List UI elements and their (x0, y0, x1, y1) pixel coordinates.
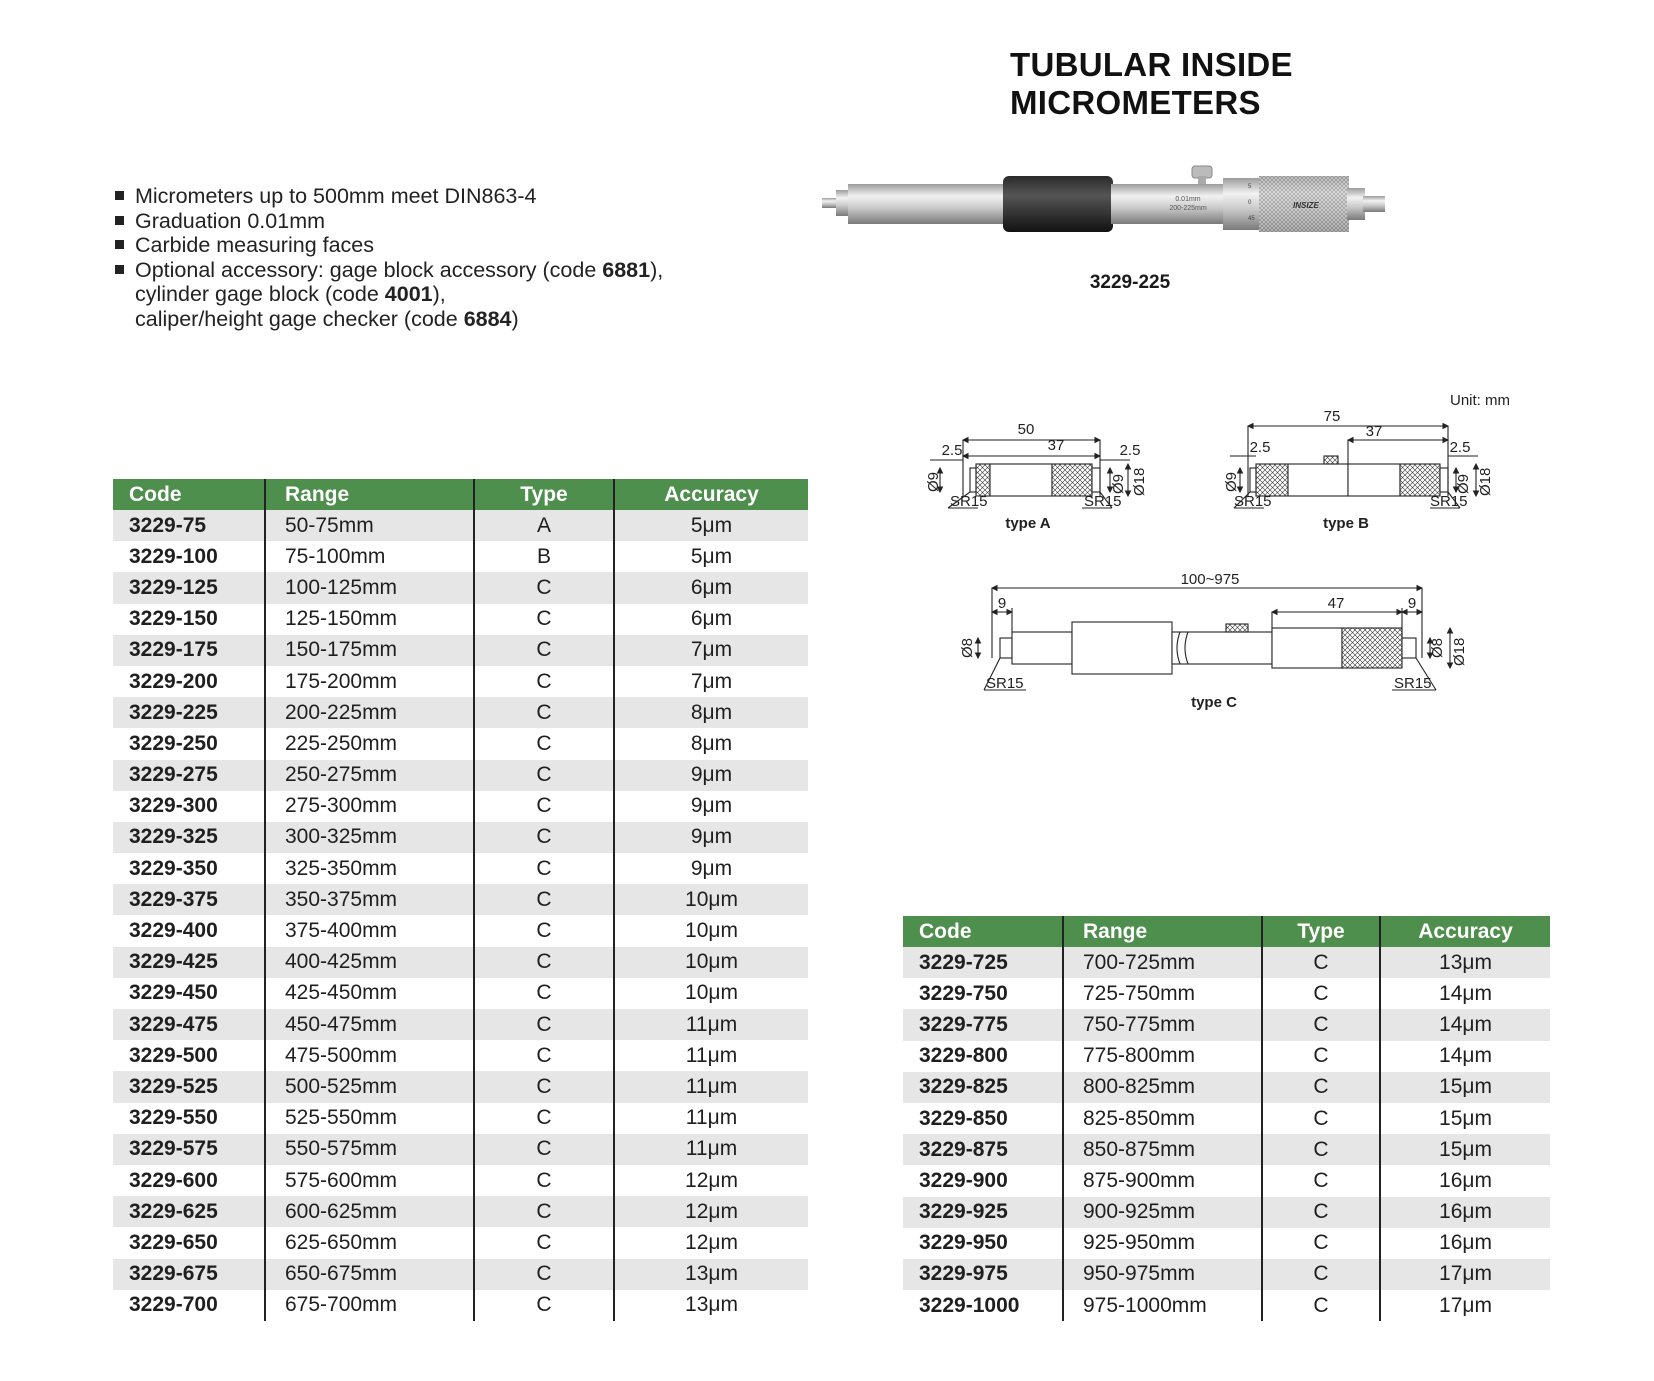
cell-range: 100-125mm (265, 572, 474, 603)
cell-type: B (474, 541, 614, 572)
cell-type: C (474, 1040, 614, 1071)
cell-code: 3229-600 (113, 1165, 265, 1196)
cell-type: A (474, 510, 614, 541)
cell-range: 50-75mm (265, 510, 474, 541)
cell-accuracy: 13μm (614, 1259, 808, 1290)
cell-type: C (474, 915, 614, 946)
table-row (113, 666, 808, 697)
cell-range: 750-775mm (1063, 1009, 1262, 1040)
cell-accuracy: 15μm (1439, 1106, 1492, 1130)
cell-accuracy: 13μm (685, 1293, 738, 1317)
cell-accuracy: 16μm (1439, 1168, 1492, 1192)
cell-range: 175-200mm (265, 666, 474, 697)
cell-code: 3229-750 (903, 978, 1063, 1009)
table-row (903, 1197, 1550, 1228)
table-row (113, 822, 808, 853)
svg-text:2.5: 2.5 (1449, 439, 1471, 456)
cell-range: 75-100mm (265, 541, 474, 572)
square-bullet-icon (115, 265, 124, 274)
cell-code: 3229-425 (113, 947, 265, 978)
cell-range: 875-900mm (1063, 1165, 1262, 1196)
cell-accuracy: 11μm (614, 1134, 808, 1165)
table-row (903, 1072, 1550, 1103)
table-row (113, 1290, 808, 1321)
cell-range: 250-275mm (265, 760, 474, 791)
column-header-accuracy: Accuracy (614, 479, 808, 510)
cell-type: C (1262, 1228, 1380, 1259)
svg-text:Ø8: Ø8 (959, 637, 976, 658)
cell-type: C (474, 822, 614, 853)
svg-text:Ø9: Ø9 (925, 471, 942, 492)
cell-accuracy: 16μm (1380, 1197, 1550, 1228)
table-row (113, 978, 808, 1009)
cell-code: 3229-150 (113, 604, 265, 635)
cell-code: 3229-925 (903, 1197, 1063, 1228)
table-row (903, 1103, 1550, 1134)
cell-range: 625-650mm (265, 1227, 474, 1258)
table-row (113, 1134, 808, 1165)
svg-text:Ø8: Ø8 (1429, 637, 1446, 658)
cell-range: 375-400mm (265, 915, 474, 946)
cell-range: 775-800mm (1063, 1041, 1262, 1072)
cell-accuracy: 14μm (1439, 981, 1492, 1005)
table-row (113, 884, 808, 915)
cell-range: 675-700mm (265, 1290, 474, 1321)
unit-label: Unit: mm (1450, 392, 1510, 409)
cell-code: 3229-350 (113, 853, 265, 884)
table-row (903, 1165, 1550, 1196)
spec-table-left (113, 479, 808, 1321)
column-header-type: Type (1262, 916, 1380, 947)
square-bullet-icon (115, 216, 124, 225)
cell-range: 150-175mm (265, 635, 474, 666)
cell-accuracy: 6μm (614, 572, 808, 603)
svg-text:Ø18: Ø18 (1451, 637, 1468, 666)
table-row (113, 1040, 808, 1071)
cell-code: 3229-775 (903, 1009, 1063, 1040)
accessory-code: 4001 (384, 282, 433, 306)
cell-type: C (474, 947, 614, 978)
cell-accuracy: 11μm (685, 1043, 738, 1067)
svg-text:47: 47 (1327, 595, 1345, 612)
accessory-code: 6884 (463, 306, 512, 331)
type-b-label: type B (1323, 515, 1369, 532)
cell-code: 3229-625 (113, 1196, 265, 1227)
cell-code: 3229-375 (113, 884, 265, 915)
svg-text:Ø9: Ø9 (1455, 473, 1472, 494)
table-row (113, 728, 808, 759)
table-row (903, 1134, 1550, 1165)
table-row (903, 978, 1550, 1009)
cell-accuracy: 11μm (614, 1071, 808, 1102)
cell-range: 900-925mm (1063, 1197, 1262, 1228)
cell-type: C (1262, 1134, 1380, 1165)
svg-text:0: 0 (1248, 200, 1252, 206)
cell-range: 650-675mm (265, 1259, 474, 1290)
cell-accuracy: 9μm (690, 794, 733, 818)
feature-list (112, 184, 663, 331)
cell-type: C (474, 760, 614, 791)
cell-type: C (474, 572, 614, 603)
svg-text:SR15: SR15 (1234, 493, 1272, 510)
cell-type: C (474, 1103, 614, 1134)
cell-code: 3229-225 (113, 697, 265, 728)
table-row (113, 947, 808, 978)
cell-code: 3229-700 (113, 1290, 265, 1321)
cell-accuracy: 10μm (685, 919, 738, 943)
cell-accuracy: 8μm (614, 697, 808, 728)
svg-text:37: 37 (1365, 423, 1383, 440)
column-header-range: Range (265, 479, 474, 510)
cell-range: 500-525mm (265, 1071, 474, 1102)
table-row (903, 947, 1550, 978)
cell-accuracy: 9μm (614, 760, 808, 791)
table-row (113, 915, 808, 946)
cell-accuracy: 16μm (1439, 1231, 1492, 1255)
svg-text:2.5: 2.5 (941, 442, 963, 459)
cell-code: 3229-575 (113, 1134, 265, 1165)
cell-range: 200-225mm (265, 697, 474, 728)
cell-accuracy: 12μm (685, 1168, 738, 1192)
cell-type: C (474, 853, 614, 884)
column-header-accuracy: Accuracy (1380, 916, 1550, 947)
cell-type: C (474, 697, 614, 728)
svg-text:2.5: 2.5 (1119, 442, 1141, 459)
cell-type: C (1262, 1197, 1380, 1228)
cell-code: 3229-525 (113, 1071, 265, 1102)
cell-type: C (474, 728, 614, 759)
svg-text:45: 45 (1248, 216, 1255, 222)
cell-accuracy: 5μm (614, 510, 808, 541)
cell-type: C (1262, 1072, 1380, 1103)
cell-code: 3229-275 (113, 760, 265, 791)
svg-text:75: 75 (1323, 408, 1341, 425)
table-row (113, 853, 808, 884)
cell-type: C (474, 1227, 614, 1258)
page-title: TUBULAR INSIDE MICROMETERS (1010, 46, 1293, 121)
cell-type: C (1262, 947, 1380, 978)
micrometer-product-image (818, 158, 1448, 252)
cell-type: C (474, 1071, 614, 1102)
cell-range: 325-350mm (265, 853, 474, 884)
cell-range: 925-950mm (1063, 1228, 1262, 1259)
cell-range: 825-850mm (1063, 1103, 1262, 1134)
cell-type: C (474, 1134, 614, 1165)
cell-accuracy: 15μm (1380, 1134, 1550, 1165)
cell-code: 3229-550 (113, 1103, 265, 1134)
cell-accuracy: 10μm (614, 884, 808, 915)
cell-accuracy: 9μm (614, 822, 808, 853)
table-row (113, 1009, 808, 1040)
column-header-range: Range (1063, 916, 1262, 947)
column-header-type: Type (474, 479, 614, 510)
type-c-label: type C (1191, 694, 1237, 711)
column-header-code: Code (903, 916, 1063, 947)
square-bullet-icon (115, 240, 124, 249)
cell-type: C (1262, 1165, 1380, 1196)
svg-text:SR15: SR15 (1430, 493, 1468, 510)
table-row (113, 1227, 808, 1258)
cell-code: 3229-850 (903, 1103, 1063, 1134)
cell-accuracy: 13μm (1380, 947, 1550, 978)
feature-item: Optional accessory: gage block accessory (code 6881), cylinder gage block (code 4001), caliper/height gage checker (code 6884) (112, 258, 663, 332)
cell-range: 225-250mm (265, 728, 474, 759)
cell-range: 125-150mm (265, 604, 474, 635)
cell-code: 3229-75 (113, 510, 265, 541)
cell-accuracy: 14μm (1439, 1044, 1492, 1068)
cell-type: C (1262, 1259, 1380, 1290)
svg-text:SR15: SR15 (1394, 675, 1432, 692)
cell-code: 3229-100 (113, 541, 265, 572)
cell-range: 700-725mm (1063, 947, 1262, 978)
cell-code: 3229-825 (903, 1072, 1063, 1103)
cell-range: 850-875mm (1063, 1134, 1262, 1165)
cell-type: C (474, 1165, 614, 1196)
svg-text:0.01mm: 0.01mm (1175, 196, 1201, 203)
spec-table-right (903, 916, 1550, 1321)
table-row (903, 1041, 1550, 1072)
cell-range: 425-450mm (265, 978, 474, 1009)
cell-code: 3229-725 (903, 947, 1063, 978)
table-row (113, 697, 808, 728)
table-row (113, 635, 808, 666)
table-row (113, 791, 808, 822)
table-row (903, 1009, 1550, 1040)
feature-item: Carbide measuring faces (112, 233, 663, 258)
type-a-label: type A (1005, 515, 1051, 532)
cell-range: 975-1000mm (1063, 1290, 1262, 1321)
feature-item: Micrometers up to 500mm meet DIN863-4 (112, 184, 663, 209)
cell-accuracy: 9μm (690, 856, 733, 880)
cell-accuracy: 7μm (690, 669, 733, 693)
cell-type: C (474, 1196, 614, 1227)
svg-text:37: 37 (1047, 437, 1065, 454)
cell-code: 3229-875 (903, 1134, 1063, 1165)
cell-type: C (1262, 1290, 1380, 1321)
cell-accuracy: 8μm (690, 731, 733, 755)
table-row (113, 604, 808, 635)
cell-code: 3229-400 (113, 915, 265, 946)
svg-text:SR15: SR15 (1084, 493, 1122, 510)
table-row (113, 760, 808, 791)
svg-text:SR15: SR15 (950, 493, 988, 510)
svg-text:Ø18: Ø18 (1131, 467, 1148, 496)
cell-type: C (1262, 1041, 1380, 1072)
cell-range: 450-475mm (265, 1009, 474, 1040)
photo-caption: 3229-225 (1089, 272, 1171, 293)
cell-range: 475-500mm (265, 1040, 474, 1071)
cell-type: C (1262, 978, 1380, 1009)
cell-code: 3229-200 (113, 666, 265, 697)
cell-range: 800-825mm (1063, 1072, 1262, 1103)
cell-code: 3229-800 (903, 1041, 1063, 1072)
svg-text:100~975: 100~975 (1180, 571, 1240, 588)
svg-text:5: 5 (1248, 184, 1252, 190)
cell-accuracy: 10μm (685, 981, 738, 1005)
svg-text:200-225mm: 200-225mm (1169, 205, 1207, 212)
cell-type: C (474, 1259, 614, 1290)
cell-accuracy: 12μm (614, 1196, 808, 1227)
cell-accuracy: 11μm (685, 1106, 738, 1130)
svg-text:2.5: 2.5 (1249, 439, 1271, 456)
cell-range: 275-300mm (265, 791, 474, 822)
table-row (113, 572, 808, 603)
table-row (113, 1103, 808, 1134)
cell-code: 3229-175 (113, 635, 265, 666)
cell-type: C (474, 666, 614, 697)
cell-accuracy: 17μm (1380, 1259, 1550, 1290)
cell-accuracy: 5μm (690, 544, 733, 568)
cell-range: 550-575mm (265, 1134, 474, 1165)
column-header-code: Code (113, 479, 265, 510)
table-row (903, 1290, 1550, 1321)
table-row (113, 1259, 808, 1290)
svg-text:9: 9 (1407, 595, 1417, 612)
cell-type: C (1262, 1103, 1380, 1134)
cell-code: 3229-475 (113, 1009, 265, 1040)
cell-type: C (474, 1009, 614, 1040)
cell-code: 3229-1000 (903, 1290, 1063, 1321)
cell-accuracy: 17μm (1439, 1293, 1492, 1317)
table-row (113, 1196, 808, 1227)
cell-code: 3229-950 (903, 1228, 1063, 1259)
cell-code: 3229-250 (113, 728, 265, 759)
svg-text:SR15: SR15 (986, 675, 1024, 692)
feature-item: Graduation 0.01mm (112, 209, 663, 234)
cell-range: 400-425mm (265, 947, 474, 978)
cell-type: C (474, 791, 614, 822)
brand-logo: INSIZE (1293, 201, 1319, 210)
table-row (113, 1165, 808, 1196)
cell-accuracy: 11μm (614, 1009, 808, 1040)
square-bullet-icon (115, 191, 124, 200)
cell-code: 3229-675 (113, 1259, 265, 1290)
cell-accuracy: 10μm (614, 947, 808, 978)
cell-type: C (474, 604, 614, 635)
cell-code: 3229-650 (113, 1227, 265, 1258)
cell-accuracy: 6μm (690, 607, 733, 631)
cell-code: 3229-325 (113, 822, 265, 853)
cell-code: 3229-900 (903, 1165, 1063, 1196)
cell-accuracy: 15μm (1380, 1072, 1550, 1103)
table-row (113, 510, 808, 541)
cell-code: 3229-300 (113, 791, 265, 822)
cell-type: C (1262, 1009, 1380, 1040)
accessory-code: 6881 (602, 257, 651, 282)
type-c-drawing (978, 588, 1450, 690)
cell-code: 3229-450 (113, 978, 265, 1009)
cell-accuracy: 12μm (685, 1230, 738, 1254)
svg-text:50: 50 (1017, 421, 1035, 438)
dimension-drawings (925, 400, 1530, 760)
cell-range: 525-550mm (265, 1103, 474, 1134)
table-row (903, 1228, 1550, 1259)
cell-code: 3229-975 (903, 1259, 1063, 1290)
cell-range: 300-325mm (265, 822, 474, 853)
table-row (113, 1071, 808, 1102)
svg-text:Ø9: Ø9 (1223, 471, 1240, 492)
svg-text:Ø9: Ø9 (1110, 473, 1127, 494)
cell-type: C (474, 635, 614, 666)
table-row (113, 541, 808, 572)
cell-code: 3229-500 (113, 1040, 265, 1071)
cell-accuracy: 14μm (1380, 1009, 1550, 1040)
cell-range: 950-975mm (1063, 1259, 1262, 1290)
cell-range: 725-750mm (1063, 978, 1262, 1009)
cell-type: C (474, 884, 614, 915)
cell-accuracy: 7μm (614, 635, 808, 666)
cell-type: C (474, 1290, 614, 1321)
svg-text:Ø18: Ø18 (1477, 467, 1494, 496)
cell-range: 600-625mm (265, 1196, 474, 1227)
svg-text:9: 9 (997, 595, 1007, 612)
table-row (903, 1259, 1550, 1290)
cell-range: 350-375mm (265, 884, 474, 915)
cell-code: 3229-125 (113, 572, 265, 603)
cell-range: 575-600mm (265, 1165, 474, 1196)
cell-type: C (474, 978, 614, 1009)
